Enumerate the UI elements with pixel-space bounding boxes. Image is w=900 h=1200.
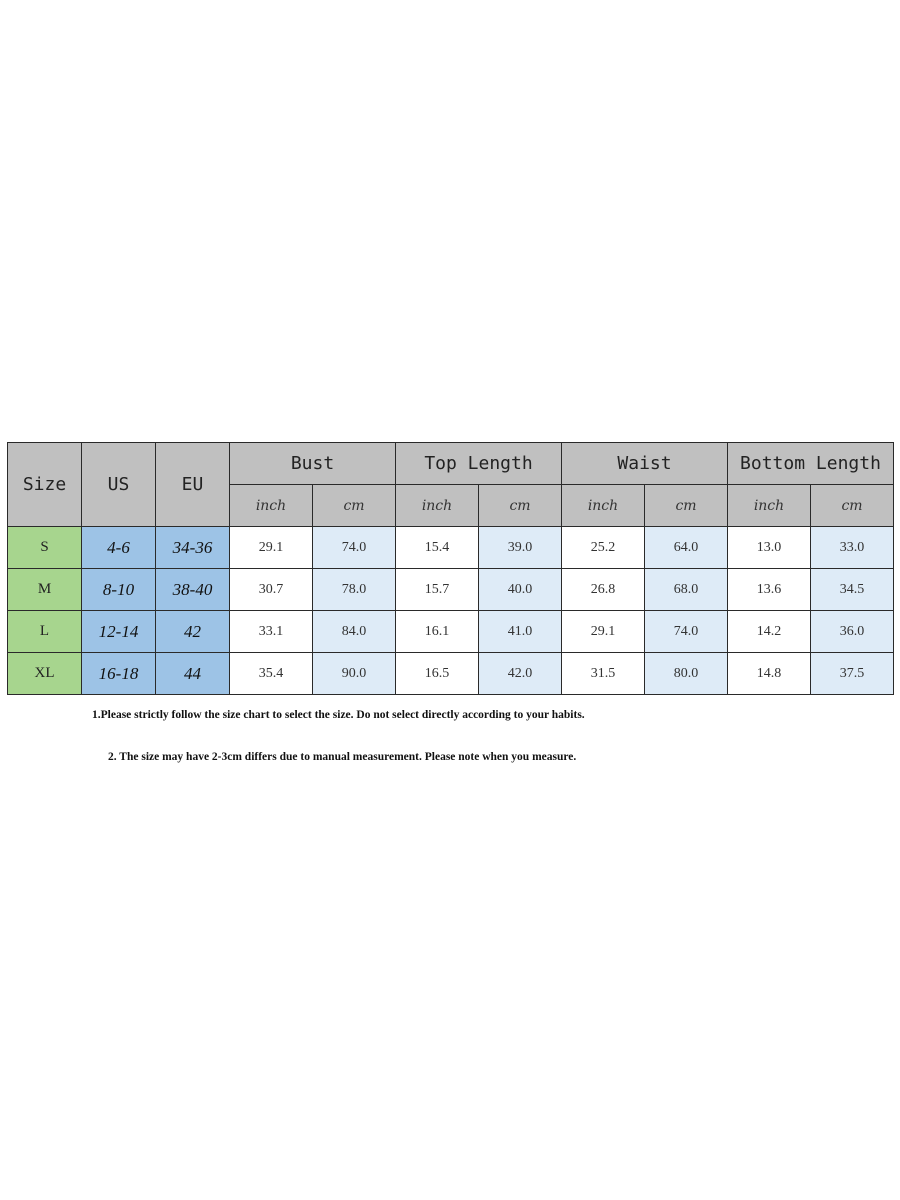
top-length-cm-cell: 39.0 [479, 527, 562, 569]
waist-cm-cell: 68.0 [645, 569, 728, 611]
header-row [8, 443, 894, 485]
unit-inch: inch [230, 485, 313, 527]
size-note-1: 1.Please strictly follow the size chart to select the size. Do not select directly according to your habits. [92, 709, 585, 721]
size-cell: XL [8, 653, 82, 695]
bust-cm-cell: 78.0 [313, 569, 396, 611]
waist-inch-cell: 29.1 [562, 611, 645, 653]
bottom-length-cm-cell: 37.5 [811, 653, 894, 695]
bottom-length-cm-cell: 36.0 [811, 611, 894, 653]
unit-cm: cm [313, 485, 396, 527]
bottom-length-inch-cell: 13.6 [728, 569, 811, 611]
bottom-length-inch-cell: 14.2 [728, 611, 811, 653]
unit-inch: inch [562, 485, 645, 527]
size-chart-table [7, 442, 894, 695]
top-length-cm-cell: 40.0 [479, 569, 562, 611]
eu-size-cell: 38-40 [156, 569, 230, 611]
header-size: Size [8, 443, 82, 527]
bust-inch-cell: 35.4 [230, 653, 313, 695]
top-length-cm-cell: 41.0 [479, 611, 562, 653]
unit-inch: inch [728, 485, 811, 527]
us-size-cell: 12-14 [82, 611, 156, 653]
waist-cm-cell: 80.0 [645, 653, 728, 695]
size-cell: S [8, 527, 82, 569]
eu-size-cell: 34-36 [156, 527, 230, 569]
bottom-length-inch-cell: 13.0 [728, 527, 811, 569]
unit-cm: cm [811, 485, 894, 527]
header-eu: EU [156, 443, 230, 527]
bust-cm-cell: 74.0 [313, 527, 396, 569]
bottom-length-cm-cell: 34.5 [811, 569, 894, 611]
bust-inch-cell: 33.1 [230, 611, 313, 653]
header-bottom-length: Bottom Length [728, 443, 894, 485]
eu-size-cell: 42 [156, 611, 230, 653]
table-row [8, 527, 894, 569]
top-length-inch-cell: 15.7 [396, 569, 479, 611]
header-us: US [82, 443, 156, 527]
top-length-inch-cell: 15.4 [396, 527, 479, 569]
unit-cm: cm [479, 485, 562, 527]
unit-inch: inch [396, 485, 479, 527]
us-size-cell: 8-10 [82, 569, 156, 611]
eu-size-cell: 44 [156, 653, 230, 695]
waist-inch-cell: 26.8 [562, 569, 645, 611]
unit-cm: cm [645, 485, 728, 527]
us-size-cell: 4-6 [82, 527, 156, 569]
header-top-length: Top Length [396, 443, 562, 485]
top-length-inch-cell: 16.1 [396, 611, 479, 653]
table-row [8, 653, 894, 695]
table-row [8, 611, 894, 653]
size-cell: L [8, 611, 82, 653]
bust-inch-cell: 30.7 [230, 569, 313, 611]
top-length-inch-cell: 16.5 [396, 653, 479, 695]
table-row [8, 569, 894, 611]
waist-cm-cell: 64.0 [645, 527, 728, 569]
bottom-length-cm-cell: 33.0 [811, 527, 894, 569]
size-note-2: 2. The size may have 2-3cm differs due to manual measurement. Please note when you measure. [108, 751, 577, 763]
bust-inch-cell: 29.1 [230, 527, 313, 569]
bust-cm-cell: 90.0 [313, 653, 396, 695]
size-cell: M [8, 569, 82, 611]
top-length-cm-cell: 42.0 [479, 653, 562, 695]
waist-cm-cell: 74.0 [645, 611, 728, 653]
waist-inch-cell: 25.2 [562, 527, 645, 569]
waist-inch-cell: 31.5 [562, 653, 645, 695]
bottom-length-inch-cell: 14.8 [728, 653, 811, 695]
header-bust: Bust [230, 443, 396, 485]
bust-cm-cell: 84.0 [313, 611, 396, 653]
header-waist: Waist [562, 443, 728, 485]
us-size-cell: 16-18 [82, 653, 156, 695]
